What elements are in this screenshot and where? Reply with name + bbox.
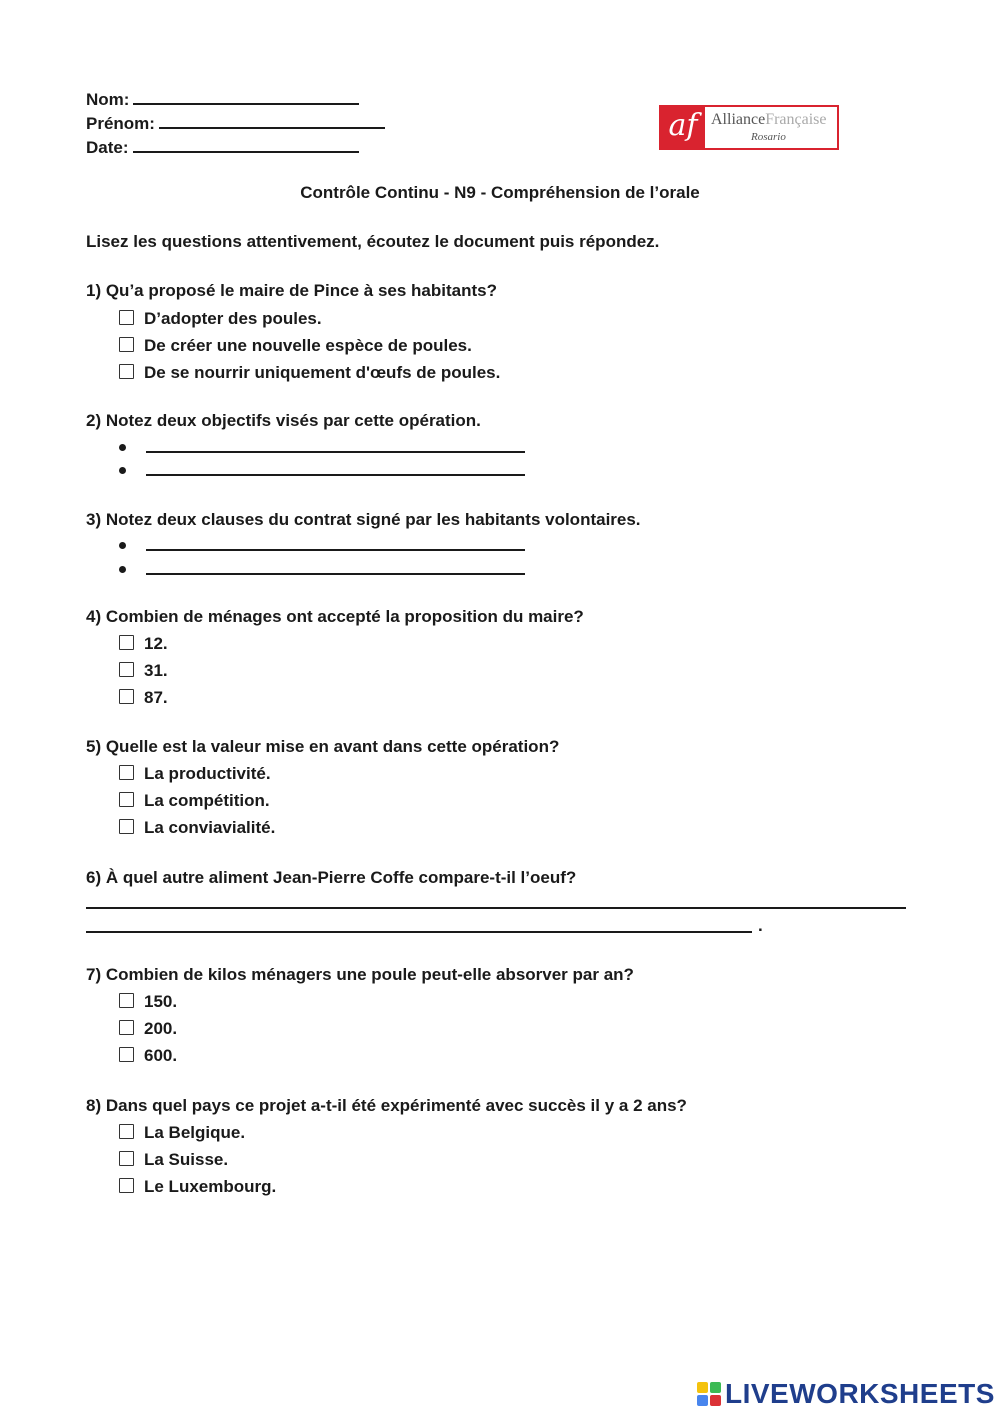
af-badge: af (661, 107, 705, 148)
date-label: Date: (86, 138, 129, 157)
checkbox[interactable] (119, 1151, 134, 1166)
liveworksheets-wordmark: LIVEWORKSHEETS (725, 1378, 995, 1409)
checkbox[interactable] (119, 792, 134, 807)
bullet-icon (119, 444, 126, 451)
q7-option-1[interactable] (119, 991, 177, 1013)
question-2: 2) Notez deux objectifs visés par cette opération. (86, 411, 481, 430)
q1-option-2[interactable] (119, 335, 472, 357)
checkbox[interactable] (119, 310, 134, 325)
q8-option-2[interactable] (119, 1149, 228, 1171)
instructions: Lisez les questions attentivement, écoutez le document puis répondez. (86, 232, 660, 251)
checkbox[interactable] (119, 1124, 134, 1139)
option-label: 150. (144, 992, 178, 1011)
question-4: 4) Combien de ménages ont accepté la proposition du maire? (86, 607, 584, 626)
option-label: La Suisse. (144, 1150, 229, 1169)
checkbox[interactable] (119, 765, 134, 780)
logo-name-dark: Alliance (711, 111, 766, 128)
q6-end-mark: . (758, 916, 763, 935)
option-label: 200. (144, 1019, 178, 1038)
q8-option-3[interactable] (119, 1176, 276, 1198)
q7-option-3[interactable] (119, 1045, 177, 1067)
option-label: La compétition. (144, 791, 270, 810)
option-label: 87. (144, 688, 168, 707)
answer-line[interactable] (146, 573, 525, 575)
answer-line[interactable] (146, 474, 525, 476)
question-8: 8) Dans quel pays ce projet a-t-il été expérimenté avec succès il y a 2 ans? (86, 1096, 687, 1115)
q4-option-2[interactable] (119, 660, 168, 682)
option-label: De créer une nouvelle espèce de poules. (144, 336, 472, 355)
checkbox[interactable] (119, 819, 134, 834)
first-name-label: Prénom: (86, 114, 155, 133)
q7-option-2[interactable] (119, 1018, 177, 1040)
option-label: Le Luxembourg. (144, 1177, 277, 1196)
answer-line[interactable] (146, 451, 525, 453)
question-7: 7) Combien de kilos ménagers une poule peut-elle absorver par an? (86, 965, 634, 984)
checkbox[interactable] (119, 1020, 134, 1035)
option-label: La conviavialité. (144, 818, 276, 837)
question-5: 5) Quelle est la valeur mise en avant dans cette opération? (86, 737, 560, 756)
logo-name (711, 111, 827, 129)
option-label: D’adopter des poules. (144, 309, 322, 328)
q4-option-3[interactable] (119, 687, 168, 709)
q4-option-1[interactable] (119, 633, 168, 655)
checkbox[interactable] (119, 662, 134, 677)
question-3: 3) Notez deux clauses du contrat signé par les habitants volontaires. (86, 510, 641, 529)
q1-option-3[interactable] (119, 362, 500, 384)
option-label: La productivité. (144, 764, 271, 783)
q5-option-3[interactable] (119, 817, 275, 839)
checkbox[interactable] (119, 689, 134, 704)
checkbox[interactable] (119, 337, 134, 352)
name-label: Nom: (86, 90, 130, 109)
question-6: 6) À quel autre aliment Jean-Pierre Coffe compare-t-il l’oeuf? (86, 868, 577, 887)
checkbox[interactable] (119, 993, 134, 1008)
date-blank[interactable] (133, 134, 359, 153)
checkbox[interactable] (119, 1178, 134, 1193)
option-label: 600. (144, 1046, 178, 1065)
q6-answer-line-2[interactable] (86, 931, 752, 933)
option-label: De se nourrir uniquement d'œufs de poules. (144, 363, 501, 382)
bullet-icon (119, 566, 126, 573)
logo-city: Rosario (751, 131, 786, 143)
logo-name-light: Française (765, 111, 827, 128)
date-row (86, 134, 359, 156)
bullet-icon (119, 467, 126, 474)
name-blank[interactable] (133, 86, 359, 105)
bullet-icon (119, 542, 126, 549)
checkbox[interactable] (119, 364, 134, 379)
option-label: 31. (144, 661, 168, 680)
first-name-row (86, 110, 385, 132)
option-label: 12. (144, 634, 168, 653)
checkbox[interactable] (119, 635, 134, 650)
q5-option-2[interactable] (119, 790, 270, 812)
q1-option-1[interactable] (119, 308, 322, 330)
option-label: La Belgique. (144, 1123, 246, 1142)
q8-option-1[interactable] (119, 1122, 245, 1144)
first-name-blank[interactable] (159, 110, 385, 129)
alliance-francaise-logo (659, 105, 839, 150)
q6-answer-line-1[interactable] (86, 907, 906, 909)
question-1: 1) Qu’a proposé le maire de Pince à ses habitants? (86, 281, 497, 300)
q5-option-1[interactable] (119, 763, 271, 785)
name-row (86, 86, 359, 108)
answer-line[interactable] (146, 549, 525, 551)
page-title: Contrôle Continu - N9 - Compréhension de l’orale (300, 183, 700, 202)
liveworksheets-icon (697, 1382, 723, 1408)
checkbox[interactable] (119, 1047, 134, 1062)
